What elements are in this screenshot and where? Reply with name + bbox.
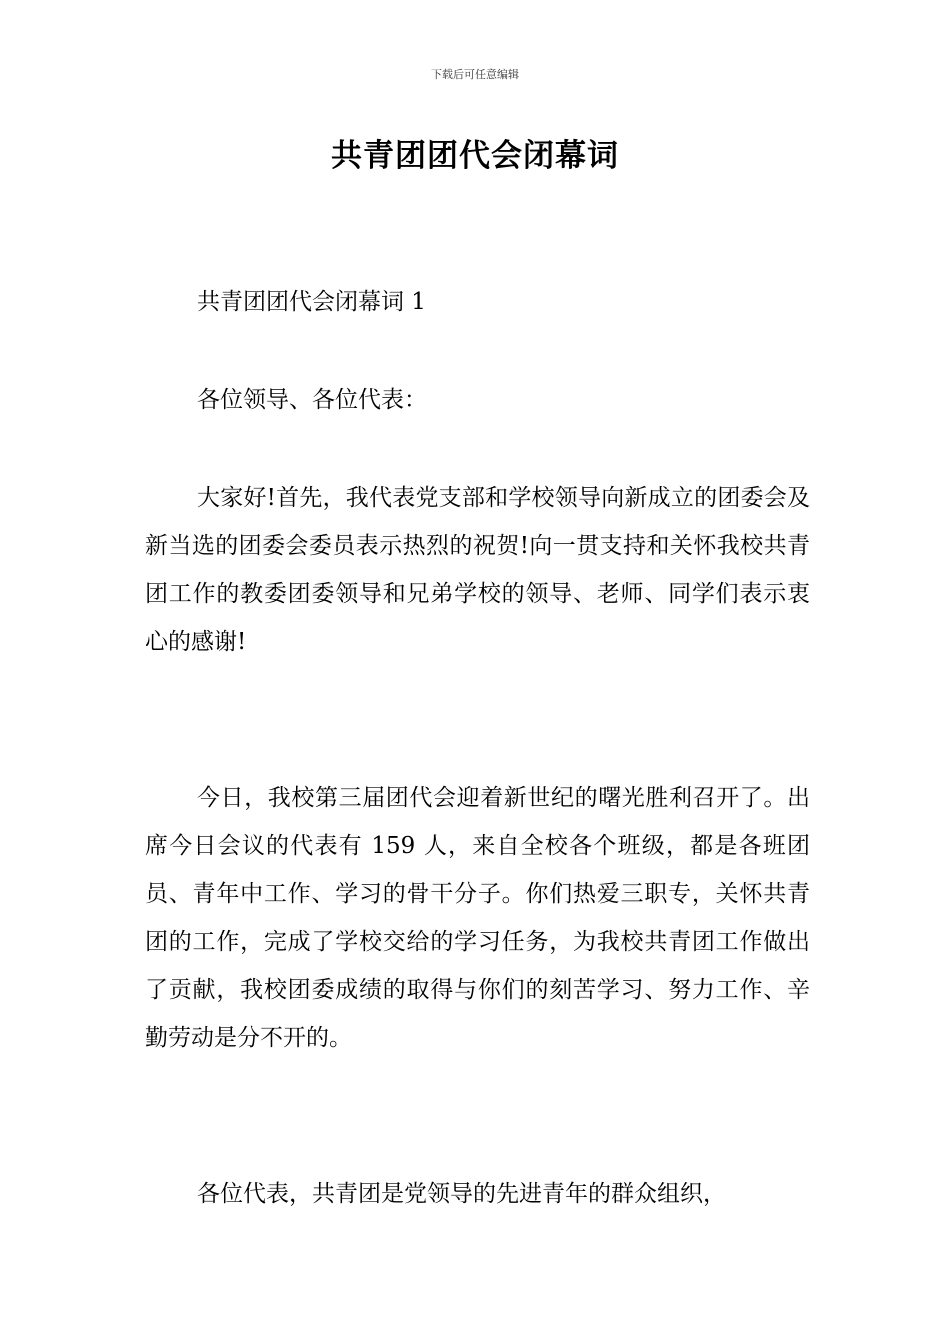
paragraph: 各位代表，共青团是党领导的先进青年的群众组织， <box>197 1181 726 1207</box>
salutation: 各位领导、各位代表： <box>197 387 427 413</box>
paragraph: 今日，我校第三届团代会迎着新世纪的曙光胜利召开了。出席今日会议的代表有 159 人，来自全校各个班级，都是各班团员、青年中工作、学习的骨干分子。你们热爱三职专，关怀共青团的工作，完成了学校交给的学习任务，为我校共青团工作做出了贡献，我校团委成绩的取得与你们的刻苦学习、努力工作、辛勤劳动是分不开的。 <box>145 785 810 1051</box>
document-title: 共青团团代会闭幕词 <box>331 138 619 174</box>
section-heading: 共青团团代会闭幕词 1 <box>197 289 426 315</box>
paragraph: 大家好!首先，我代表党支部和学校领导向新成立的团委会及新当选的团委会委员表示热烈的祝贺!向一贯支持和关怀我校共青团工作的教委团委领导和兄弟学校的领导、老师、同学们表示衷心的感谢! <box>145 485 810 655</box>
header-note: 下载后可任意编辑 <box>431 68 519 81</box>
